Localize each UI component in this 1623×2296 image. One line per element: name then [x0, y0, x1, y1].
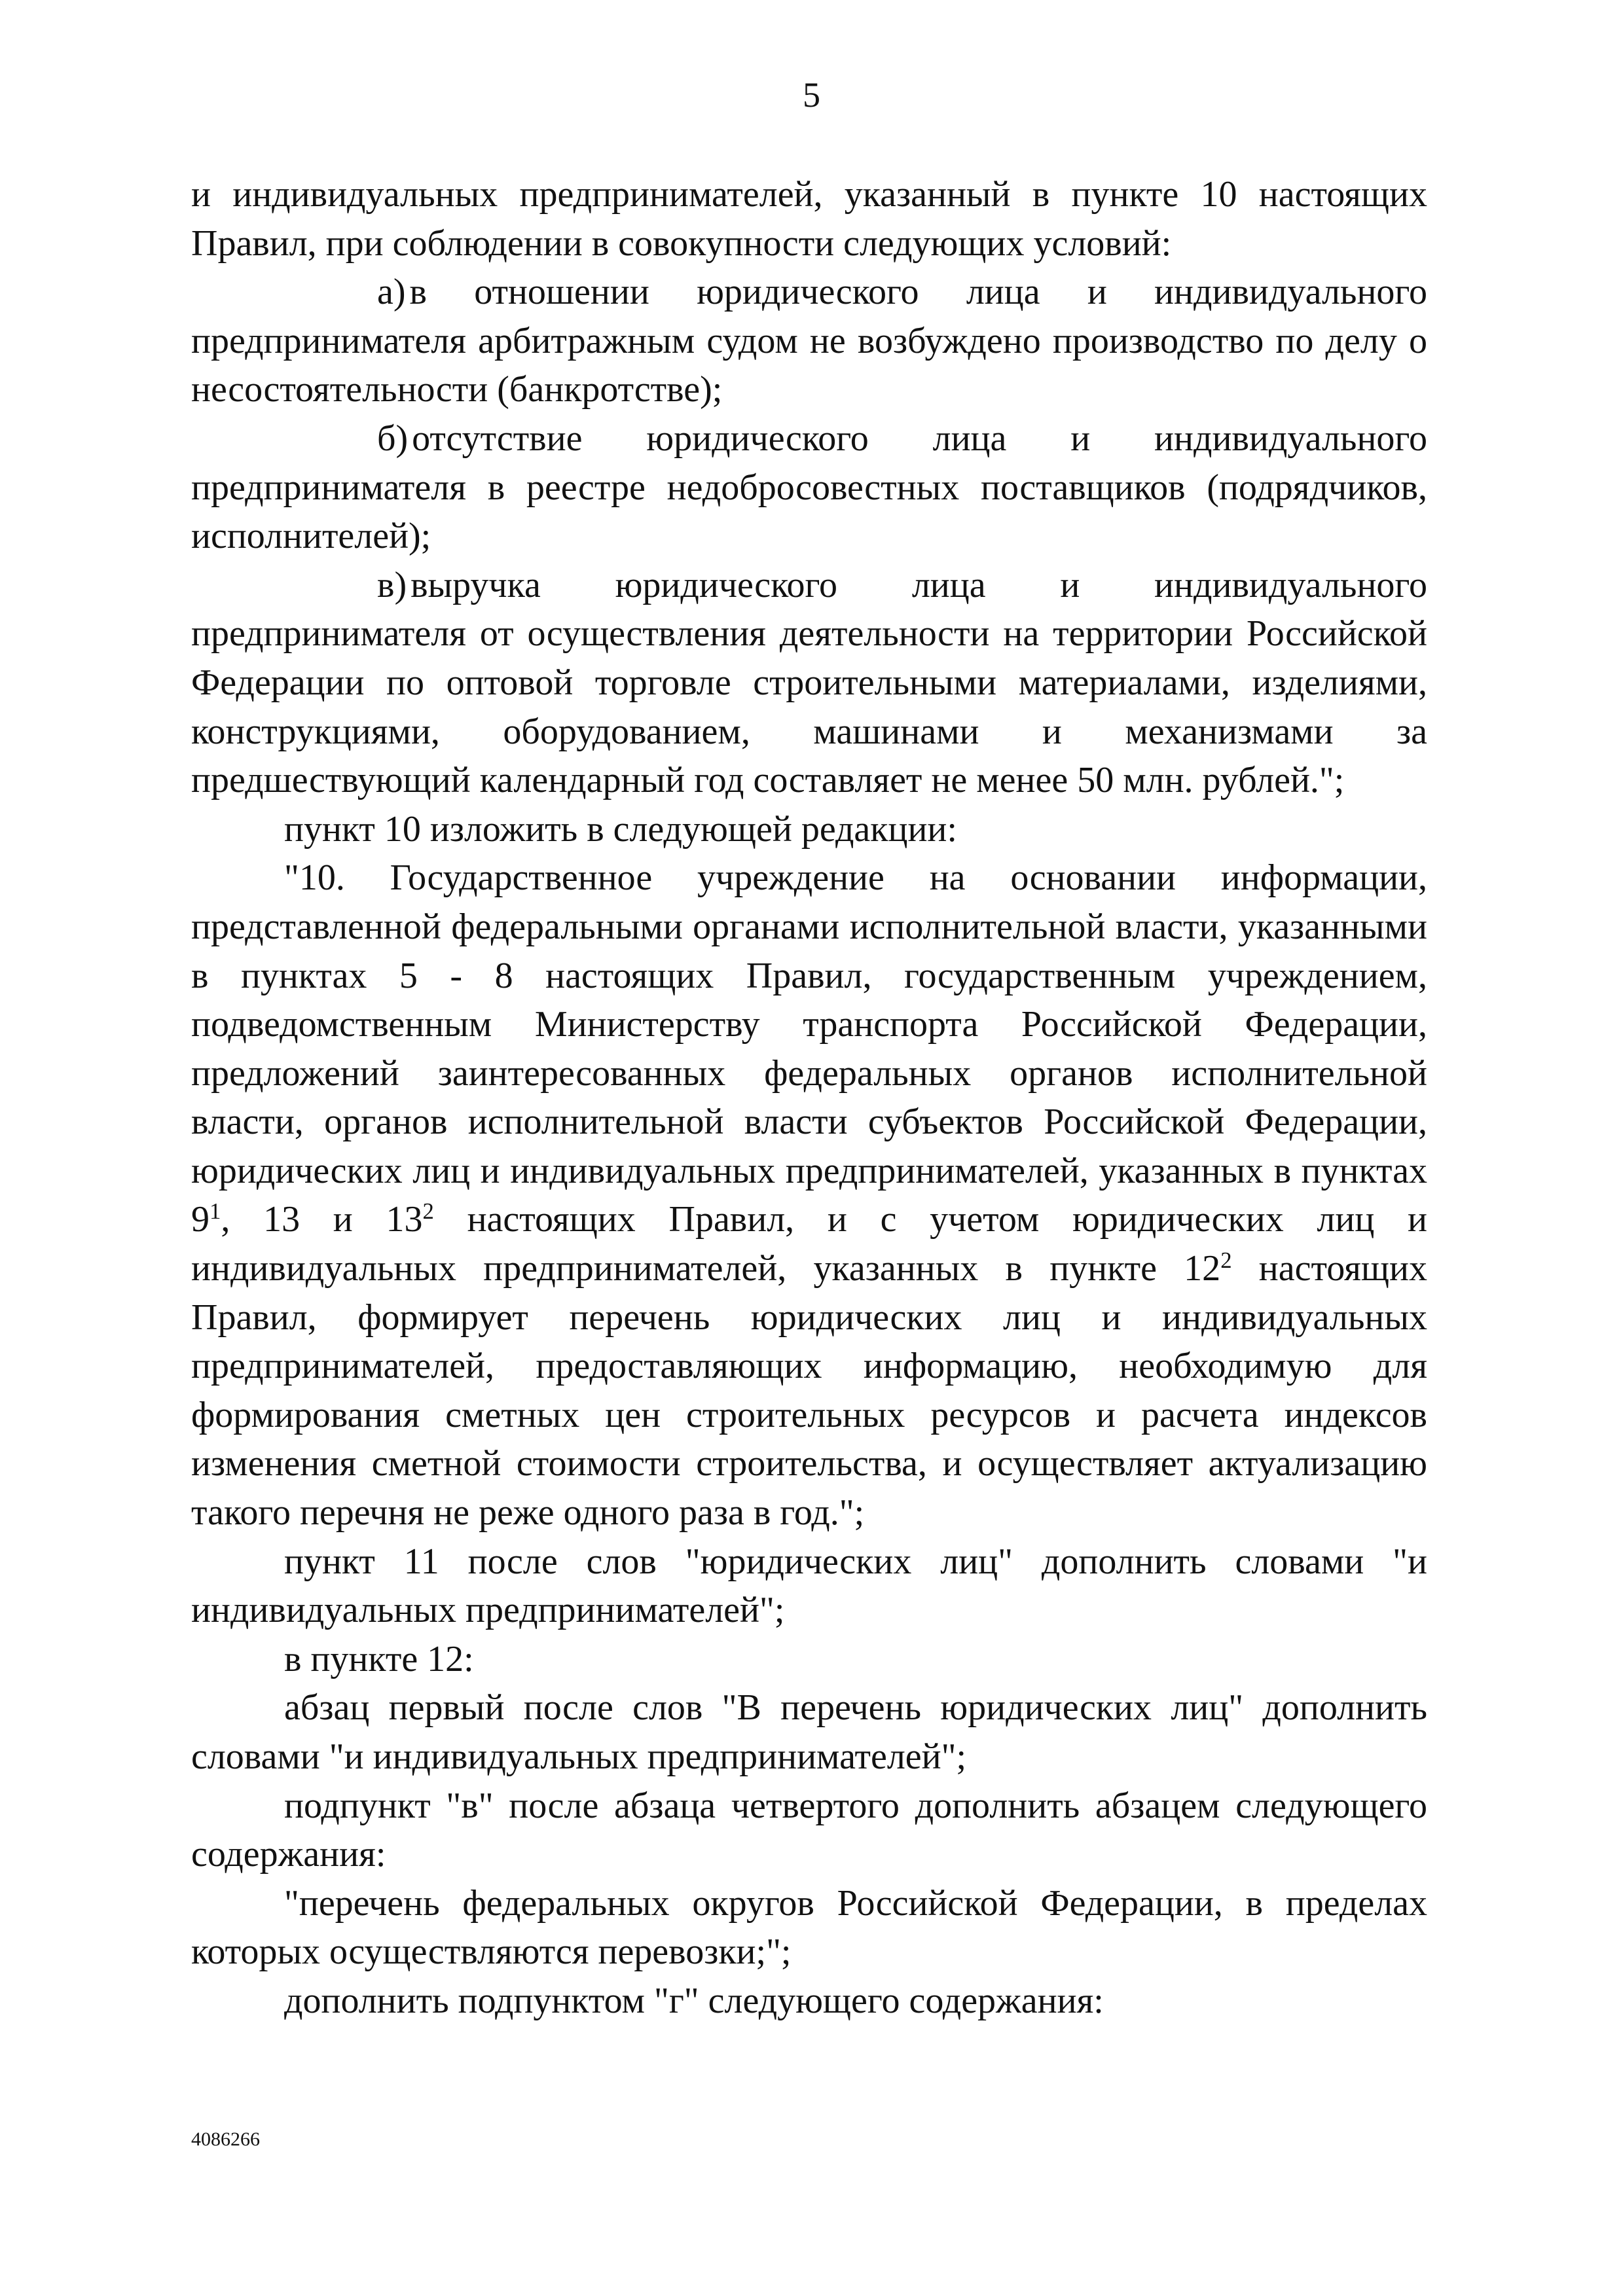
item-a-marker: а) [377, 272, 406, 313]
paragraph-item-a [191, 268, 1427, 414]
punkt-10-part-3: настоящих Правил, и с учетом юридических лиц и индивидуальных предпринимателей, указанных в пункте 12 [191, 1199, 1428, 1289]
paragraph-continuation: и индивидуальных предпринимателей, указанный в пункте 10 настоящих Правил, при соблюдении в совокупности следующих условий: [191, 174, 1427, 264]
page-number: 5 [803, 75, 820, 115]
punkt-10-part-4: настоящих Правил, формирует перечень юридических лиц и индивидуальных предпринимателей, предоставляющих информацию, необходимую для формирования сметных цен строительных ресурсов и расчета индексов изменения сметной стоимости строительства, и осуществляет актуализацию такого перечня не реже одного раза в год."; [191, 1248, 1427, 1534]
paragraph-punkt-10-intro: пункт 10 изложить в следующей редакции: [284, 808, 957, 850]
paragraph-punkt-12: в пункте 12: [284, 1638, 474, 1679]
superscript-1: 1 [210, 1198, 221, 1225]
paragraph-perechen-okrugov: "перечень федеральных округов Российской Федерации, в пределах которых осуществляются перевозки;"; [191, 1882, 1427, 1973]
paragraph-abzac-pervyi: абзац первый после слов "В перечень юридических лиц" дополнить словами "и индивидуальных предпринимателей"; [191, 1687, 1427, 1777]
paragraph-item-b [191, 414, 1427, 561]
paragraph-punkt-11: пункт 11 после слов "юридических лиц" дополнить словами "и индивидуальных предпринимателей"; [191, 1541, 1427, 1631]
punkt-10-part-2: , 13 и 13 [221, 1199, 423, 1240]
item-v-marker: в) [377, 564, 407, 605]
paragraph-item-v [191, 561, 1427, 805]
paragraph-dopolnit-podpunktom: дополнить подпунктом "г" следующего содержания: [284, 1980, 1104, 2021]
paragraph-podpunkt-v: подпункт "в" после абзаца четвертого дополнить абзацем следующего содержания: [191, 1785, 1427, 1875]
item-a-text: в отношении юридического лица и индивидуального предпринимателя арбитражным судом не возбуждено производство по делу о несостоятельности (банкротстве); [191, 272, 1427, 410]
item-b-text: отсутствие юридического лица и индивидуального предпринимателя в реестре недобросовестных поставщиков (подрядчиков, исполнителей); [191, 418, 1427, 557]
item-v-text: выручка юридического лица и индивидуального предпринимателя от осуществления деятельности на территории Российской Федерации по оптовой торговле строительными материалами, изделиями, конструкциями, оборудованием, машинами и механизмами за предшествующий календарный год составляет не менее 50 млн. рублей."; [191, 564, 1427, 801]
punkt-10-part-1: "10. Государственное учреждение на основании информации, представленной федеральными органами исполнительной власти, указанными в пунктах 5 - 8 настоящих Правил, государственным учреждением, подведомственным Министерству транспорта Российской Федерации, предложений заинтересованных федеральных органов исполнительной власти, органов исполнительной власти субъектов Российской Федерации, юридических лиц и индивидуальных предпринимателей, указанных в пунктах 9 [191, 857, 1427, 1240]
document-id: 4086266 [191, 2128, 260, 2150]
superscript-2: 2 [422, 1198, 434, 1225]
document-body [191, 170, 1427, 2026]
item-b-marker: б) [377, 418, 409, 459]
superscript-3: 2 [1220, 1247, 1232, 1273]
paragraph-punkt-10-text [191, 853, 1427, 1537]
